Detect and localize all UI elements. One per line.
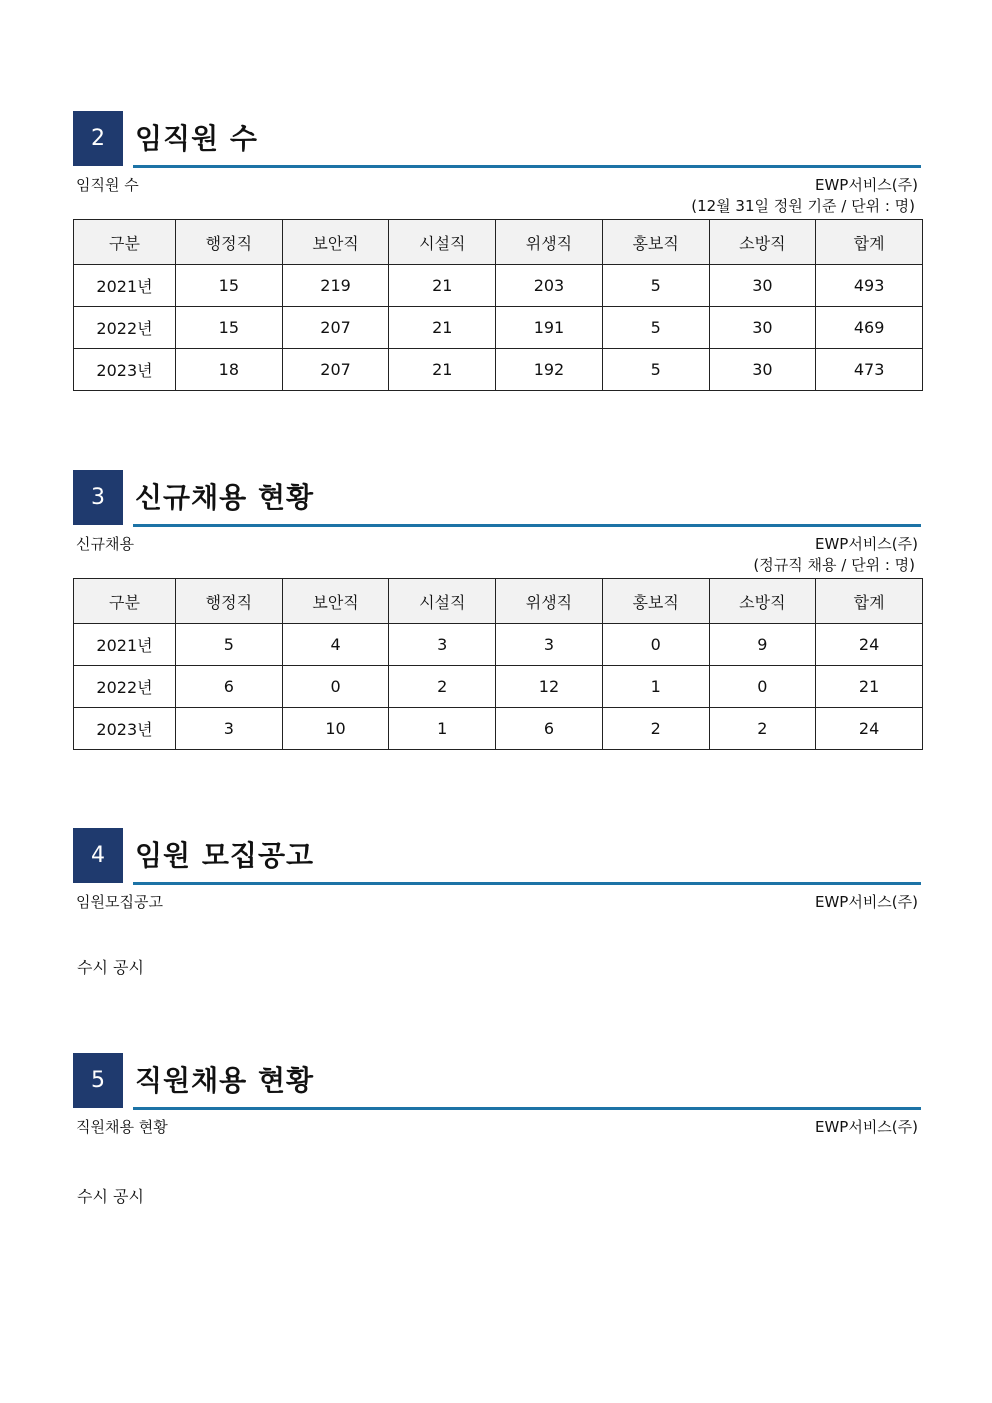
section-divider xyxy=(133,165,921,168)
table-cell: 1 xyxy=(602,666,709,708)
table-cell: 15 xyxy=(176,307,283,349)
table-cell: 15 xyxy=(176,265,283,307)
table-cell: 6 xyxy=(176,666,283,708)
table-cell: 24 xyxy=(816,624,923,666)
table-row xyxy=(74,349,923,391)
table-row xyxy=(74,624,923,666)
table-cell: 3 xyxy=(496,624,603,666)
table-header-cell: 행정직 xyxy=(176,579,283,624)
table-cell: 2 xyxy=(602,708,709,750)
table-header-cell: 시설직 xyxy=(389,220,496,265)
section-header xyxy=(73,470,923,528)
table-cell: 2 xyxy=(709,708,816,750)
section-subheader xyxy=(73,888,923,910)
table-cell: 192 xyxy=(496,349,603,391)
table-cell: 6 xyxy=(496,708,603,750)
table-header-cell: 구분 xyxy=(74,579,176,624)
table-header-cell: 보안직 xyxy=(282,220,389,265)
section-subheader xyxy=(73,171,923,193)
company-name: EWP서비스(주) xyxy=(814,893,918,911)
table-cell: 207 xyxy=(282,307,389,349)
table-cell: 2023년 xyxy=(74,708,176,750)
table-cell: 207 xyxy=(282,349,389,391)
table-header-cell: 소방직 xyxy=(709,579,816,624)
employee-count-table xyxy=(73,219,923,391)
table-cell: 2021년 xyxy=(74,265,176,307)
table-cell: 203 xyxy=(496,265,603,307)
table-cell: 0 xyxy=(282,666,389,708)
section-number-badge: 4 xyxy=(73,828,123,883)
table-cell: 0 xyxy=(709,666,816,708)
section-title: 임원 모집공고 xyxy=(135,839,315,872)
table-cell: 191 xyxy=(496,307,603,349)
table-cell: 2 xyxy=(389,666,496,708)
table-cell: 5 xyxy=(176,624,283,666)
table-cell: 30 xyxy=(709,265,816,307)
section-divider xyxy=(133,1107,921,1110)
table-cell: 469 xyxy=(816,307,923,349)
table-cell: 473 xyxy=(816,349,923,391)
section-title: 임직원 수 xyxy=(135,122,258,155)
table-cell: 4 xyxy=(282,624,389,666)
table-cell: 3 xyxy=(176,708,283,750)
table-cell: 1 xyxy=(389,708,496,750)
section-number-badge: 5 xyxy=(73,1053,123,1108)
table-cell: 5 xyxy=(602,265,709,307)
table-cell: 30 xyxy=(709,349,816,391)
section-executive-recruitment xyxy=(73,828,923,910)
table-cell: 21 xyxy=(389,349,496,391)
table-cell: 24 xyxy=(816,708,923,750)
table-cell: 219 xyxy=(282,265,389,307)
table-header-cell: 시설직 xyxy=(389,579,496,624)
table-cell: 18 xyxy=(176,349,283,391)
section-new-hires xyxy=(73,470,923,750)
table-cell: 2022년 xyxy=(74,666,176,708)
table-cell: 21 xyxy=(816,666,923,708)
section-subheader xyxy=(73,530,923,552)
section-subheader xyxy=(73,1113,923,1135)
table-cell: 21 xyxy=(389,307,496,349)
section-subtitle: 직원채용 현황 xyxy=(76,1118,168,1136)
section-subtitle: 임원모집공고 xyxy=(76,893,163,911)
section-divider xyxy=(133,524,921,527)
company-name: EWP서비스(주) xyxy=(814,1118,918,1136)
section-header xyxy=(73,828,923,886)
table-cell: 2021년 xyxy=(74,624,176,666)
section-title: 직원채용 현황 xyxy=(135,1064,315,1097)
table-cell: 0 xyxy=(602,624,709,666)
section-body-text: 수시 공시 xyxy=(77,1187,144,1206)
table-header-row xyxy=(74,220,923,265)
section-number-badge: 3 xyxy=(73,470,123,525)
section-header xyxy=(73,111,923,169)
section-subtitle: 임직원 수 xyxy=(76,176,139,194)
section-title: 신규채용 현황 xyxy=(135,481,315,514)
table-row xyxy=(74,307,923,349)
table-cell: 30 xyxy=(709,307,816,349)
table-row xyxy=(74,708,923,750)
table-header-cell: 홍보직 xyxy=(602,220,709,265)
table-cell: 3 xyxy=(389,624,496,666)
section-number-badge: 2 xyxy=(73,111,123,166)
section-staff-recruitment xyxy=(73,1053,923,1135)
section-subtitle: 신규채용 xyxy=(76,535,134,553)
table-cell: 5 xyxy=(602,349,709,391)
section-header xyxy=(73,1053,923,1111)
table-header-cell: 보안직 xyxy=(282,579,389,624)
table-cell: 10 xyxy=(282,708,389,750)
table-header-cell: 구분 xyxy=(74,220,176,265)
table-header-cell: 행정직 xyxy=(176,220,283,265)
table-header-cell: 합계 xyxy=(816,220,923,265)
table-header-cell: 위생직 xyxy=(496,579,603,624)
table-note: (정규직 채용 / 단위 : 명) xyxy=(753,556,915,574)
table-cell: 9 xyxy=(709,624,816,666)
company-name: EWP서비스(주) xyxy=(814,176,918,194)
section-divider xyxy=(133,882,921,885)
table-note: (12월 31일 정원 기준 / 단위 : 명) xyxy=(691,197,915,215)
table-cell: 12 xyxy=(496,666,603,708)
table-cell: 2023년 xyxy=(74,349,176,391)
table-header-cell: 홍보직 xyxy=(602,579,709,624)
table-header-cell: 합계 xyxy=(816,579,923,624)
table-header-cell: 소방직 xyxy=(709,220,816,265)
table-cell: 493 xyxy=(816,265,923,307)
company-name: EWP서비스(주) xyxy=(814,535,918,553)
table-header-row xyxy=(74,579,923,624)
table-header-cell: 위생직 xyxy=(496,220,603,265)
table-cell: 2022년 xyxy=(74,307,176,349)
table-cell: 21 xyxy=(389,265,496,307)
section-body-text: 수시 공시 xyxy=(77,958,144,977)
table-cell: 5 xyxy=(602,307,709,349)
section-employee-count xyxy=(73,111,923,391)
table-row xyxy=(74,265,923,307)
new-hires-table xyxy=(73,578,923,750)
table-row xyxy=(74,666,923,708)
